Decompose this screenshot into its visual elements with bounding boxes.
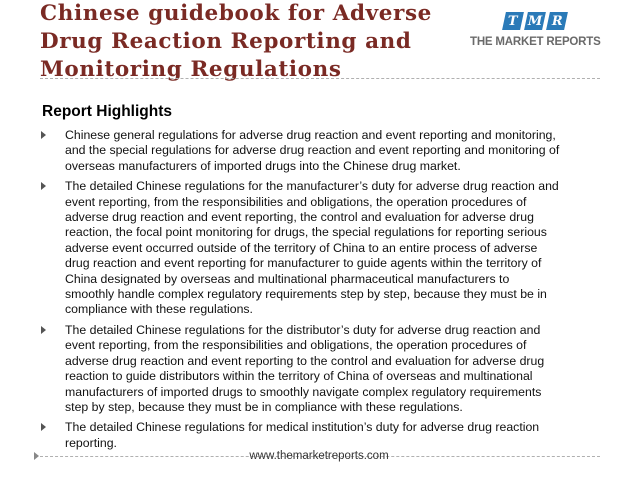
bullet-arrow-icon <box>41 131 46 139</box>
list-item <box>40 323 560 415</box>
title-line: Chinese guidebook for Adverse <box>40 1 432 26</box>
title-line: Drug Reaction Reporting and <box>40 29 412 54</box>
list-item-text: The detailed Chinese regulations for the manufacturer’s duty for adverse drug reaction and event reporting, from the responsibilities and obligations, the operation procedures of adverse drug reaction and event reporting, the control and evaluation for adverse drug reaction, the focal point monitoring for drugs, the special regulations for reporting serious adverse event occurred outside of the territory of China to an entire process of adverse drug reaction and event reporting for manufacturer to guide agents within the territory of China designated by overseas and multinational pharmaceutical manufacturers to smoothly handle complex regulatory requirements step by step, because they must be in compliance with these regulations. <box>65 179 559 317</box>
logo-letter-box <box>502 12 524 30</box>
list-item-text: The detailed Chinese regulations for the distributor’s duty for adverse drug reaction and event reporting, from the responsibilities and obligations, the operation procedures of adverse drug reaction and event reporting to the control and evaluation for adverse drug reaction to guide distributors within the territory of China of overseas and multinational manufacturers of imported drugs to smoothly navigate complex regulatory requirements step by step, because they must be in compliance with these regulations. <box>65 322 545 414</box>
footer-url[interactable]: www.themarketreports.com <box>249 450 389 462</box>
section-heading: Report Highlights <box>42 103 173 120</box>
list-item <box>40 420 560 451</box>
logo-letter-box <box>546 12 568 30</box>
logo-letter-box <box>524 12 546 30</box>
logo-letter: T <box>508 13 518 29</box>
bullet-arrow-icon <box>41 326 46 334</box>
list-item-text: Chinese general regulations for adverse drug reaction and event reporting and monitoring, and the special regulations for adverse drug reaction and event reporting and monitoring of overseas manufacturers of imported drugs into the Chinese drug market. <box>65 128 560 173</box>
bullet-arrow-icon <box>41 423 46 431</box>
logo-letter: R <box>551 13 563 29</box>
tmr-logo <box>470 12 605 52</box>
highlights-list <box>40 128 560 456</box>
logo-text: THE MARKET REPORTS <box>470 36 601 48</box>
page-title <box>40 0 460 84</box>
list-item <box>40 128 560 174</box>
list-item <box>40 179 560 318</box>
title-line: Monitoring Regulations <box>40 57 342 82</box>
bullet-arrow-icon <box>41 182 46 190</box>
list-item-text: The detailed Chinese regulations for medical institution’s duty for adverse drug reaction reporting. <box>65 420 540 450</box>
logo-letter: M <box>527 13 543 29</box>
logo-letters <box>504 12 566 30</box>
header-divider <box>40 78 600 79</box>
